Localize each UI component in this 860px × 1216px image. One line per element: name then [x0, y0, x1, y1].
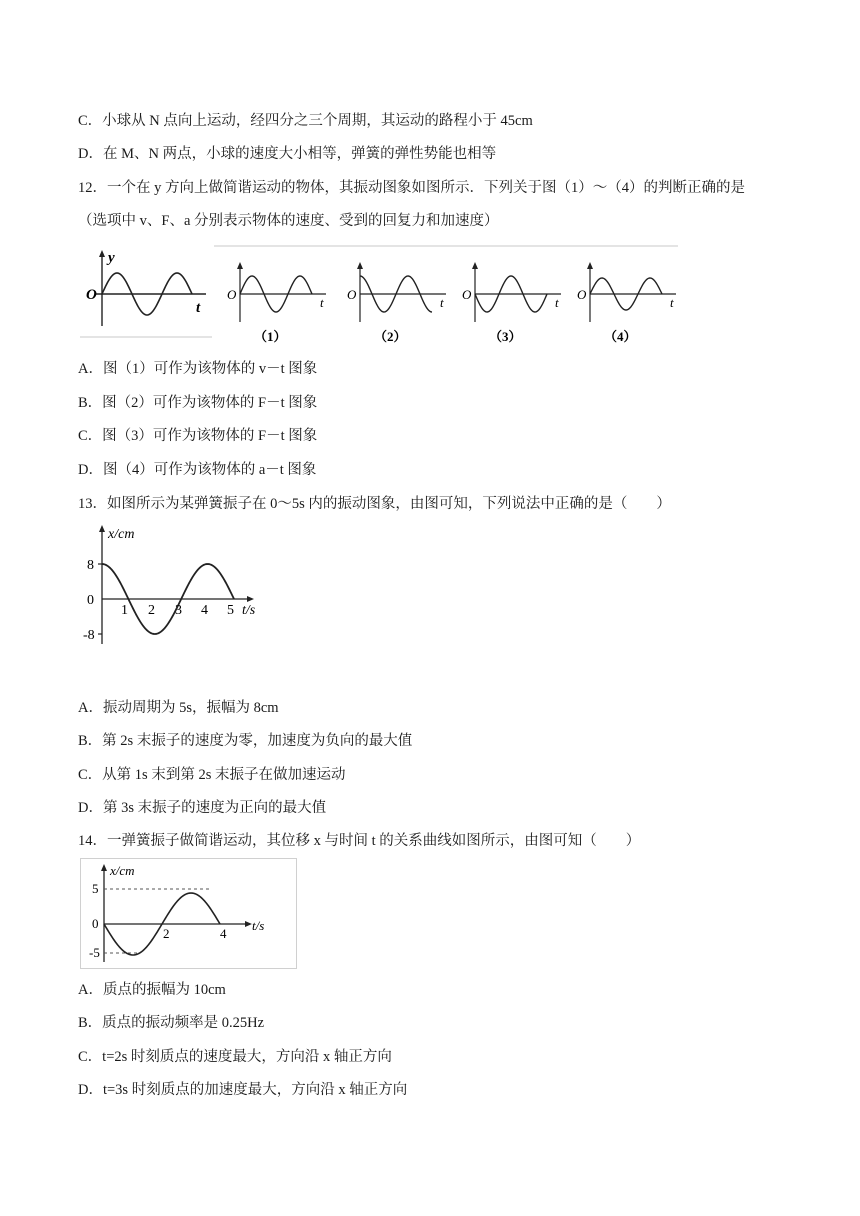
q13-xtick-5: 5 [227, 603, 234, 618]
q14-ylabel: x/cm [110, 863, 135, 878]
sub-up-arrow-icon [587, 262, 593, 269]
q12-stem-line2: （选项中 v、F、a 分别表示物体的速度、受到的回复力和加速度） [78, 213, 499, 229]
q14-option-d: D．t=3s 时刻质点的加速度最大，方向沿 x 轴正方向 [78, 1082, 408, 1098]
q13-option-c: C．从第 1s 末到第 2s 末振子在做加速运动 [78, 767, 346, 783]
sub-t-label: t [555, 295, 559, 310]
main-origin-label: O [86, 287, 97, 303]
q13-option-a: A．振动周期为 5s，振幅为 8cm [78, 700, 279, 716]
q14-ytick-5: 5 [92, 881, 99, 896]
q14-right-arrow-icon [245, 921, 252, 927]
q13-up-arrow-icon [99, 525, 105, 532]
sub-origin-label: O [462, 287, 472, 302]
q13-ytick-8: 8 [87, 558, 94, 573]
q11-option-d: D．在 M、N 两点，小球的速度大小相等，弹簧的弹性势能也相等 [78, 146, 497, 162]
q13-xtick-1: 1 [121, 603, 128, 618]
sub-caption: （3） [489, 329, 522, 344]
sub-caption: （4） [604, 329, 637, 344]
q13-right-arrow-icon [247, 596, 254, 602]
q14-figure [80, 858, 298, 970]
q13-stem: 13．如图所示为某弹簧振子在 0～5s 内的振动图象，由图可知，下列说法中正确的是（ ） [78, 496, 671, 512]
q13-xtick-2: 2 [148, 603, 155, 618]
q13-ylabel: x/cm [108, 527, 135, 542]
q12-figure [78, 244, 682, 348]
q12-option-b: B．图（2）可作为该物体的 F－t 图象 [78, 395, 318, 411]
q12-option-c: C．图（3）可作为该物体的 F－t 图象 [78, 428, 318, 444]
sub-t-label: t [440, 295, 444, 310]
q14-xtick-2: 2 [163, 926, 170, 941]
q14-option-c: C．t=2s 时刻质点的速度最大，方向沿 x 轴正方向 [78, 1049, 392, 1065]
q12-option-a: A．图（1）可作为该物体的 v－t 图象 [78, 361, 318, 377]
main-t-label: t [196, 300, 201, 316]
sub-caption: （1） [254, 329, 287, 344]
q14-xlabel: t/s [252, 918, 265, 933]
q13-xlabel: t/s [242, 603, 256, 618]
q13-ytick-neg8: -8 [83, 628, 95, 643]
q13-xtick-4: 4 [201, 603, 208, 618]
sub-up-arrow-icon [472, 262, 478, 269]
sub-origin-label: O [577, 287, 587, 302]
q14-option-a: A．质点的振幅为 10cm [78, 982, 226, 998]
q14-up-arrow-icon [101, 864, 107, 871]
sub-up-arrow-icon [357, 262, 363, 269]
q12-sub-graph-1 [227, 262, 326, 344]
sub-up-arrow-icon [237, 262, 243, 269]
q14-option-b: B．质点的振动频率是 0.25Hz [78, 1015, 265, 1031]
q14-ytick-0: 0 [92, 916, 99, 931]
sub-t-label: t [320, 295, 324, 310]
q12-option-d: D．图（4）可作为该物体的 a－t 图象 [78, 462, 317, 478]
q13-option-d: D．第 3s 末振子的速度为正向的最大值 [78, 800, 327, 816]
q12-stem-line1: 12．一个在 y 方向上做简谐运动的物体，其振动图象如图所示．下列关于图（1）～（4）的判断正确的是 [78, 180, 745, 196]
q14-xtick-4: 4 [220, 926, 227, 941]
sub-origin-label: O [347, 287, 357, 302]
q14-stem: 14．一弹簧振子做简谐运动，其位移 x 与时间 t 的关系曲线如图所示，由图可知（ ） [78, 833, 641, 849]
main-y-arrow-icon [99, 250, 105, 257]
q13-ytick-0: 0 [87, 593, 94, 608]
q14-ytick-neg5: -5 [89, 945, 100, 960]
sub-t-label: t [670, 295, 674, 310]
q13-xtick-3: 3 [175, 603, 182, 618]
sub-origin-label: O [227, 287, 237, 302]
sub-caption: （2） [374, 329, 407, 344]
q12-sub-graph-2 [347, 262, 446, 344]
q13-figure [82, 522, 282, 650]
q13-option-b: B．第 2s 末振子的速度为零，加速度为负向的最大值 [78, 733, 413, 749]
main-y-label: y [108, 250, 115, 266]
q12-main-graph [86, 250, 206, 326]
q12-sub-graph-4 [577, 262, 676, 344]
q12-sub-graph-3 [462, 262, 561, 344]
q11-option-c: C．小球从 N 点向上运动，经四分之三个周期，其运动的路程小于 45cm [78, 113, 533, 129]
